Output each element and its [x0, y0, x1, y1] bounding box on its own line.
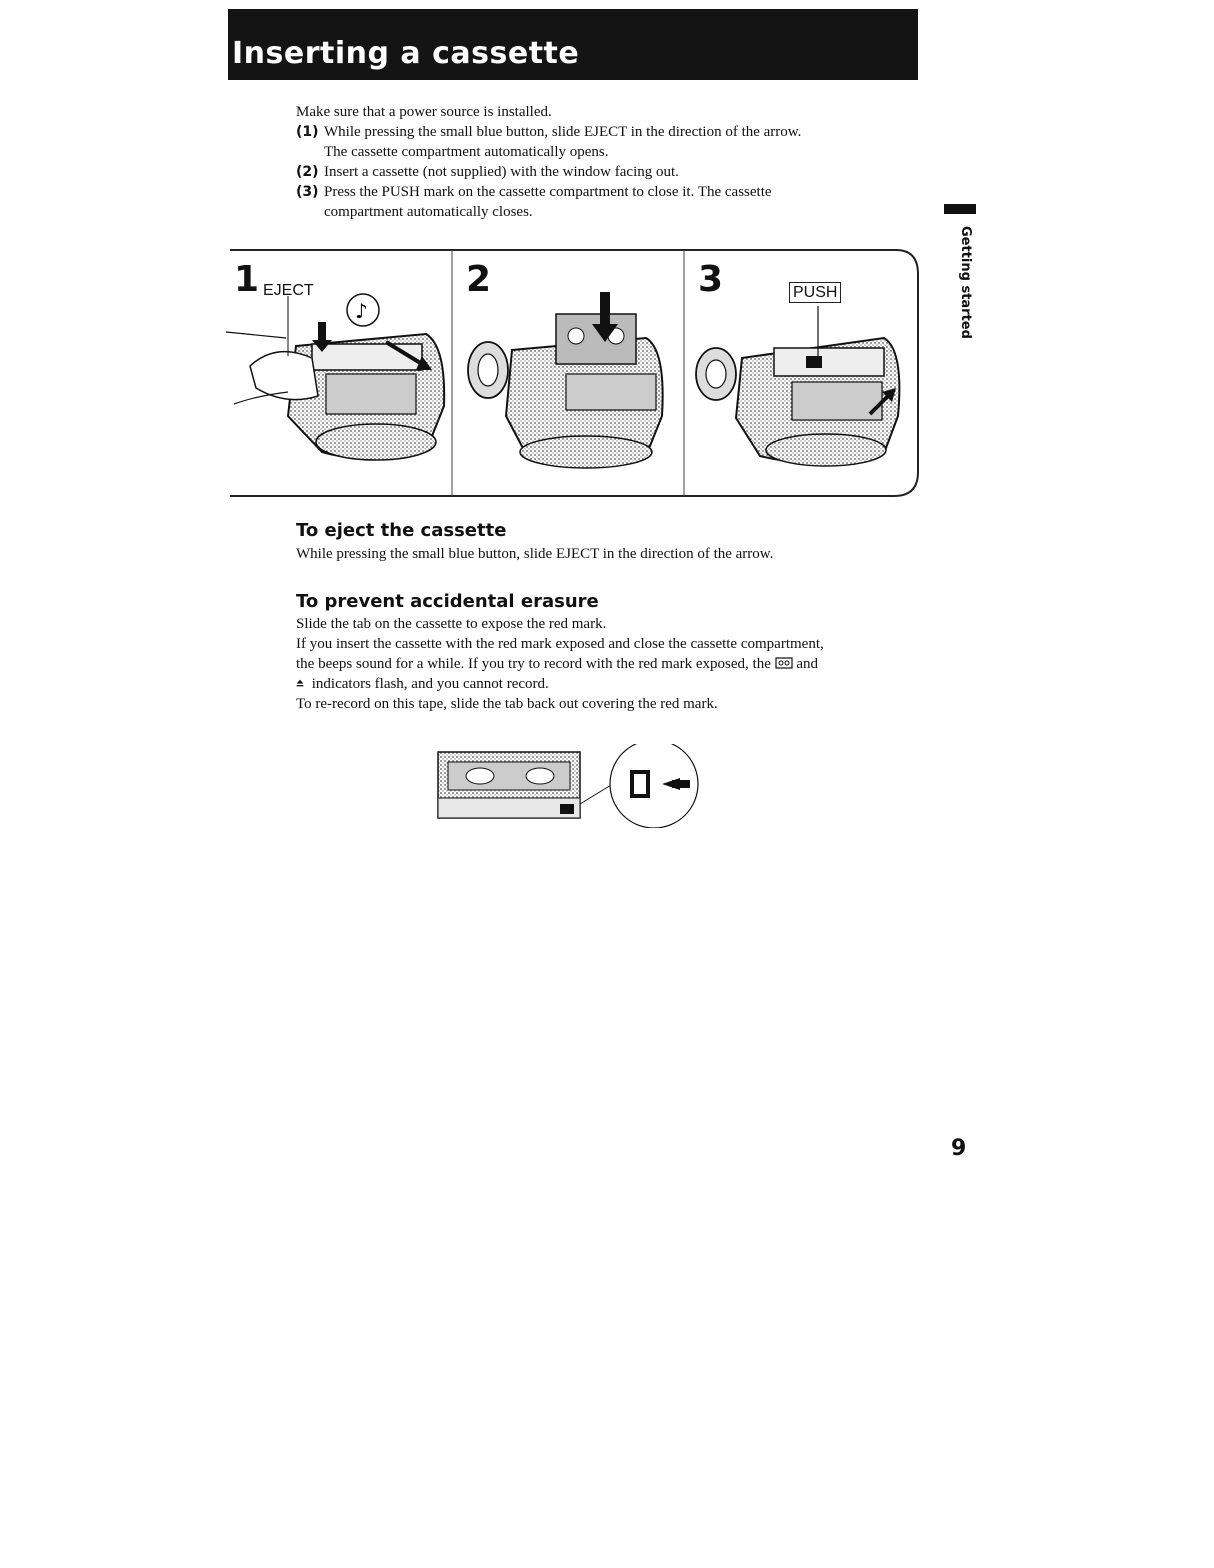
erasure-line: Slide the tab on the cassette to expose the red mark.: [296, 616, 607, 632]
camcorder-drawing-2: [468, 292, 663, 468]
step-number: (1): [296, 124, 319, 140]
erasure-text: [296, 614, 926, 714]
eject-label: EJECT: [263, 282, 314, 299]
erasure-line: [296, 674, 926, 694]
step-text: While pressing the small blue button, slide EJECT in the direction of the arrow.: [324, 124, 802, 140]
step-number: (2): [296, 164, 319, 180]
camcorder-drawing-1: [226, 294, 444, 460]
eject-heading: To eject the cassette: [296, 520, 507, 541]
cassette-tab-illustration: [432, 744, 708, 828]
push-label: PUSH: [789, 282, 841, 303]
camcorder-drawing-3: [696, 306, 899, 466]
section-side-tab: [944, 204, 976, 344]
panel-number-2: 2: [466, 259, 492, 300]
page-title: Inserting a cassette: [232, 36, 580, 71]
erasure-text-fragment: indicators flash, and you cannot record.: [311, 676, 549, 692]
erasure-text-fragment: and: [796, 656, 819, 672]
step-text: compartment automatically closes.: [324, 204, 533, 220]
step-text: The cassette compartment automatically opens.: [324, 144, 609, 160]
erasure-heading: To prevent accidental erasure: [296, 591, 599, 612]
side-tab-label: Getting started: [958, 226, 973, 339]
erasure-line: [296, 654, 926, 674]
step-number: (3): [296, 184, 319, 200]
step-1: [296, 122, 926, 162]
panel-number-3: 3: [698, 259, 724, 300]
title-bar: [228, 9, 918, 80]
side-tab-marker: [944, 204, 976, 214]
step-list: [296, 122, 926, 222]
tape-icon: [775, 657, 793, 669]
eject-text: While pressing the small blue button, slide EJECT in the direction of the arrow.: [296, 546, 774, 562]
eject-icon: [296, 677, 308, 689]
svg-text:♪: ♪: [355, 299, 368, 323]
step-2: [296, 162, 926, 182]
step-text: Insert a cassette (not supplied) with the window facing out.: [324, 164, 679, 180]
step-text: Press the PUSH mark on the cassette compartment to close it. The cassette: [324, 184, 772, 200]
erasure-line: If you insert the cassette with the red mark exposed and close the cassette compartment,: [296, 636, 824, 652]
erasure-text-fragment: the beeps sound for a while. If you try to record with the red mark exposed, the: [296, 656, 771, 672]
erasure-line: To re-record on this tape, slide the tab back out covering the red mark.: [296, 696, 718, 712]
page-number: 9: [951, 1136, 967, 1161]
cassette-insertion-illustration: [226, 246, 922, 500]
intro-text: Make sure that a power source is installed.: [296, 104, 552, 120]
panel-number-1: 1: [234, 259, 260, 300]
step-3: [296, 182, 926, 222]
